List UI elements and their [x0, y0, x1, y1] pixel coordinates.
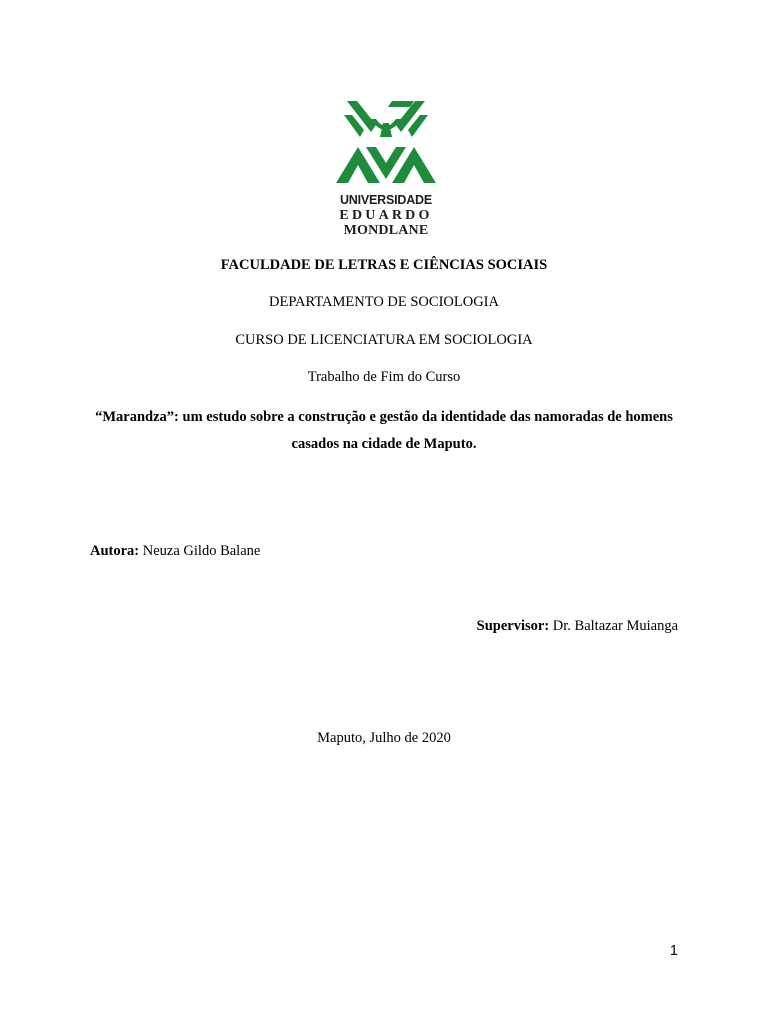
supervisor-line [477, 618, 678, 635]
logo-text-mondlane: MONDLANE [343, 223, 429, 238]
course-heading: CURSO DE LICENCIATURA EM SOCIOLOGIA [235, 332, 533, 348]
faculty-heading: FACULDADE DE LETRAS E CIÊNCIAS SOCIAIS [220, 257, 548, 273]
supervisor-name: Dr. Baltazar Muianga [552, 618, 678, 634]
department-heading: DEPARTAMENTO DE SOCIOLOGIA [269, 294, 499, 310]
logo-text-eduardo: EDUARDO [339, 208, 433, 223]
logo-text-universidade: UNIVERSIDADE [339, 193, 433, 207]
work-type-label: Trabalho de Fim do Curso [307, 369, 461, 385]
page-number: 1 [669, 943, 678, 959]
author-line [90, 543, 260, 560]
university-emblem-icon [330, 95, 442, 191]
university-logo [330, 95, 442, 240]
author-label: Autora: [90, 543, 140, 559]
author-name: Neuza Gildo Balane [142, 543, 261, 559]
place-date: Maputo, Julho de 2020 [317, 730, 451, 746]
thesis-title: “Marandza”: um estudo sobre a construção e gestão da identidade das namoradas de homens casados na cidade de Maputo. [95, 409, 673, 452]
supervisor-label: Supervisor: [476, 618, 550, 634]
